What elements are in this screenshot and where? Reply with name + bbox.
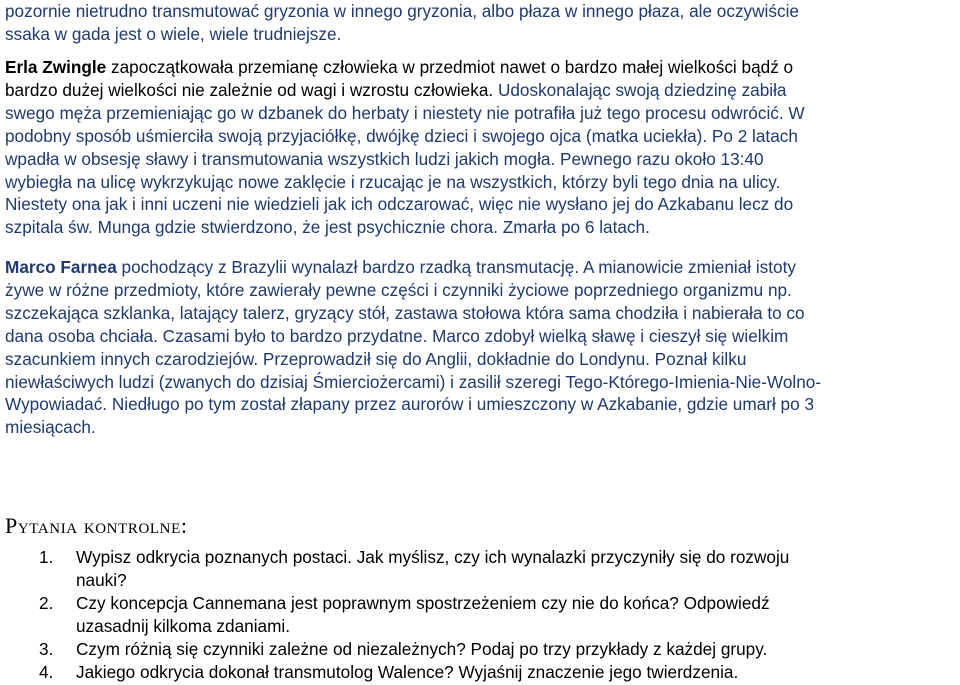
question-1-number: 1. — [39, 547, 54, 567]
question-3-line-1: Czym różnią się czynniki zależne od niezależnych? Podaj po trzy przykłady z każdej grupy. — [76, 639, 768, 659]
zwingle-line-7: Niestety ona jak i inni uczeni nie wiedzieli jak ich odczarować, więc nie wysłano jej do Azkabanu lecz do — [5, 194, 794, 215]
zwingle-line-2 — [5, 79, 957, 102]
question-2-number: 2. — [39, 593, 54, 613]
zwingle-line-3: swego męża przemieniając go w dzbanek do herbaty i niestety nie potrafiła już tego procesu odwrócić. W — [5, 102, 805, 123]
farnea-line-3: szczekająca szklanka, latający talerz, gryzący stół, zastawa stołowa która sama chodziła i nabierała to co — [5, 302, 805, 323]
zwingle-line-4: podobny sposób uśmierciła swoją przyjaciółkę, dwójkę dzieci i swojego ojca (matka uciekła). Po 2 latach — [5, 125, 798, 146]
farnea-line-7: Wypowiadać. Niedługo po tym został złapany przez aurorów i umieszczony w Azkabanie, gdzie umarł po 3 — [5, 394, 815, 415]
question-item — [0, 546, 960, 569]
zwingle-line-6: wybiegła na ulicę wykrzykując nowe zaklęcie i rzucając je na wszystkich, którzy byli tego dnia na ulicy. — [5, 171, 781, 192]
zwingle-line-1 — [5, 56, 957, 79]
zwingle-line-2-blue: Udoskonalając swoją dziedzinę zabiła — [493, 79, 787, 100]
farnea-line-6: niewłaściwych ludzi (zwanych do dzisiaj Śmierciożercami) i zasilił szeregi Tego-Którego-Imienia-Nie-Wolno- — [5, 371, 822, 392]
question-1-line-2: nauki? — [76, 570, 127, 590]
question-item-continuation — [0, 569, 960, 592]
questions-list — [0, 546, 960, 684]
farnea-line-1 — [5, 256, 957, 279]
farnea-paragraph — [5, 256, 957, 439]
zwingle-line-8: szpitala św. Munga gdzie stwierdzono, że jest psychicznie chora. Zmarła po 6 latach. — [5, 217, 650, 238]
farnea-name: Marco Farnea — [5, 257, 117, 277]
question-2-line-1: Czy koncepcja Cannemana jest poprawnym spostrzeżeniem czy nie do końca? Odpowiedź — [76, 593, 770, 613]
question-4-number: 4. — [39, 662, 54, 682]
questions-heading: Pytania kontrolne: — [5, 513, 188, 538]
intro-paragraph — [5, 0, 957, 46]
question-item — [0, 592, 960, 615]
intro-line-2: ssaka w gada jest o wiele, wiele trudniejsze. — [5, 23, 342, 44]
question-3-number: 3. — [39, 639, 54, 659]
question-item-continuation — [0, 615, 960, 638]
farnea-line-4: dana osoba chciała. Czasami było to bardzo przydatne. Marco zdobył wielką sławę i cieszył się wielkim — [5, 325, 789, 346]
farnea-line-2: żywe w różne przedmioty, które zawierały pewne części i czynniki życiowe poprzedniego organizmu np. — [5, 279, 792, 300]
zwingle-name: Erla Zwingle — [5, 57, 107, 77]
zwingle-line-5: wpadła w obsesję sławy i transmutowania wszystkich ludzi jakich mogła. Pewnego razu około 13:40 — [5, 148, 764, 169]
question-1-line-1: Wypisz odkrycia poznanych postaci. Jak myślisz, czy ich wynalazki przyczyniły się do rozwoju — [76, 547, 790, 567]
farnea-line-1-text: pochodzący z Brazylii wynalazł bardzo rzadką transmutację. A mianowicie zmieniał istoty — [116, 257, 796, 277]
question-2-line-2: uzasadnij kilkoma zdaniami. — [76, 616, 290, 636]
zwingle-paragraph — [5, 56, 957, 239]
farnea-line-5: szacunkiem innych czarodziejów. Przeprowadził się do Anglii, dokładnie do Londynu. Poznał kilku — [5, 348, 747, 369]
intro-line-1: pozornie nietrudno transmutować gryzonia w innego gryzonia, albo płaza w innego płaza, ale oczywiście — [5, 1, 799, 21]
question-4-line-1: Jakiego odkrycia dokonał transmutolog Walence? Wyjaśnij znaczenie jego twierdzenia. — [76, 662, 739, 682]
zwingle-line-2-dark: bardzo dużej wielkości nie zależnie od wagi i wzrostu człowieka. — [5, 79, 494, 100]
question-item — [0, 638, 960, 661]
farnea-line-8: miesiącach. — [5, 417, 96, 438]
question-item — [0, 661, 960, 684]
zwingle-line-1-text: zapoczątkowała przemianę człowieka w przedmiot nawet o bardzo małej wielkości bądź o — [106, 57, 794, 77]
